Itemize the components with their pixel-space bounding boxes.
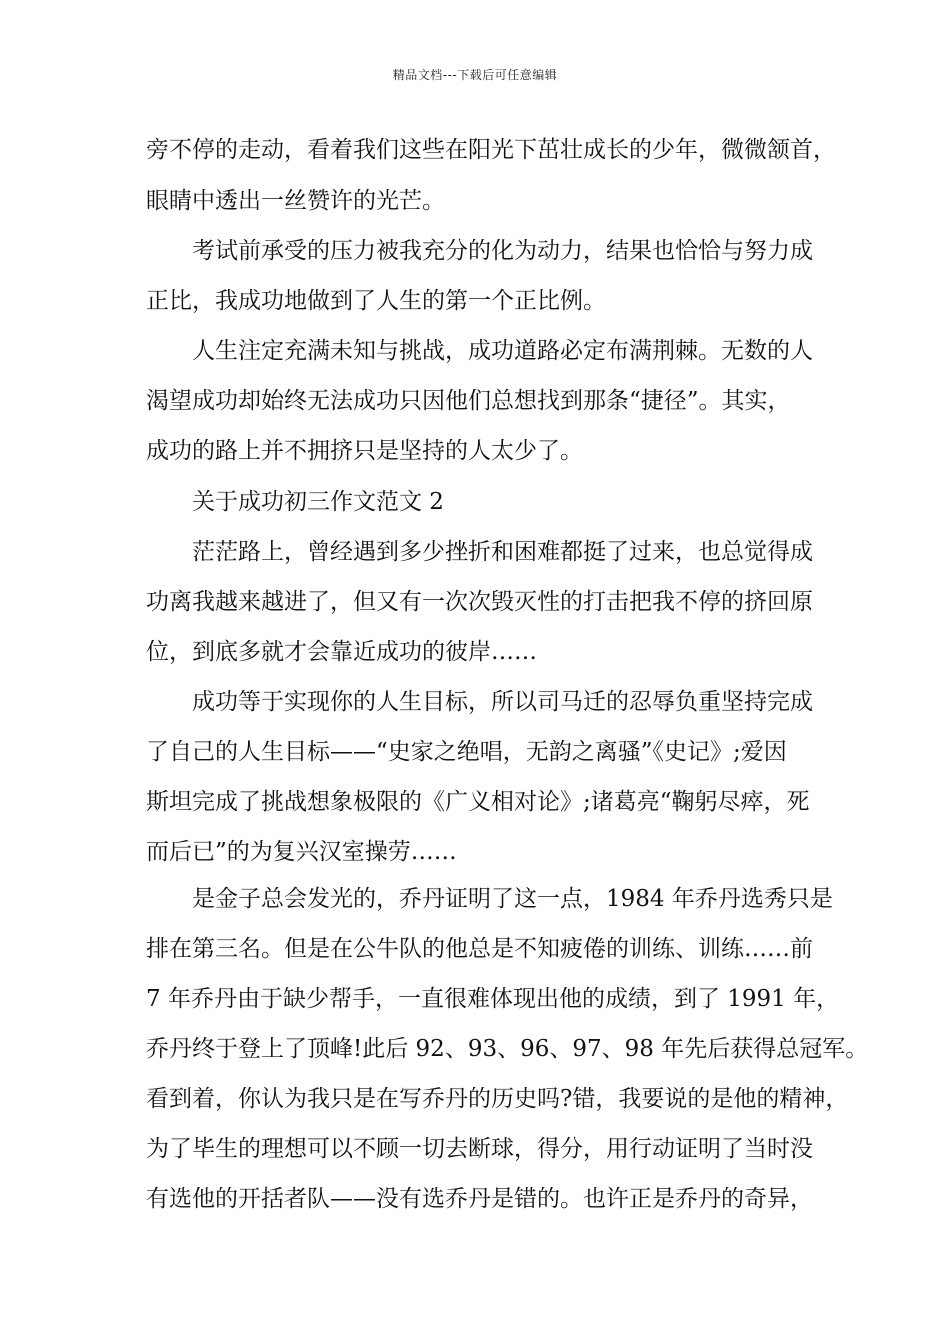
text-line: 成功的路上并不拥挤只是坚持的人太少了。 — [146, 438, 583, 464]
text-line: 而后已”的为复兴汉室操劳…… — [146, 839, 457, 865]
text-line: 乔丹终于登上了顶峰!此后 92、93、96、97、98 年先后获得总冠军。 — [146, 1036, 869, 1062]
text-line: 了自己的人生目标——“史家之绝唱，无韵之离骚”《史记》;爱因 — [146, 739, 787, 765]
text-line: 正比，我成功地做到了人生的第一个正比例。 — [146, 288, 606, 314]
text-line: 有选他的开括者队——没有选乔丹是错的。也许正是乔丹的奇异， — [146, 1186, 813, 1212]
section-title: 关于成功初三作文范文 2 — [192, 489, 444, 515]
text-line: 渴望成功却始终无法成功只因他们总想找到那条“捷径”。其实， — [146, 388, 791, 414]
text-line: 人生注定充满未知与挑战，成功道路必定布满荆棘。无数的人 — [192, 338, 813, 364]
text-line: 是金子总会发光的，乔丹证明了这一点，1984 年乔丹选秀只是 — [192, 886, 833, 912]
text-line: 考试前承受的压力被我充分的化为动力，结果也恰恰与努力成 — [192, 238, 813, 264]
text-line: 茫茫路上，曾经遇到多少挫折和困难都挺了过来，也总觉得成 — [192, 539, 813, 565]
text-line: 功离我越来越进了，但又有一次次毁灭性的打击把我不停的挤回原 — [146, 589, 813, 615]
text-line: 为了毕生的理想可以不顾一切去断球，得分，用行动证明了当时没 — [146, 1136, 813, 1162]
text-line: 7 年乔丹由于缺少帮手，一直很难体现出他的成绩，到了 1991 年， — [146, 986, 840, 1012]
text-line: 斯坦完成了挑战想象极限的《广义相对论》;诸葛亮“鞠躬尽瘁，死 — [146, 789, 810, 815]
text-line: 位，到底多就才会靠近成功的彼岸…… — [146, 639, 537, 665]
text-line: 看到着，你认为我只是在写乔丹的历史吗?错，我要说的是他的精神， — [146, 1086, 849, 1112]
text-line: 旁不停的走动，看着我们这些在阳光下茁壮成长的少年，微微颔首， — [146, 137, 836, 163]
page-header: 精品文档---下载后可任意编辑 — [392, 68, 558, 82]
text-line: 眼睛中透出一丝赞许的光芒。 — [146, 188, 445, 214]
text-line: 排在第三名。但是在公牛队的他总是不知疲倦的训练、训练……前 — [146, 936, 813, 962]
text-line: 成功等于实现你的人生目标，所以司马迁的忍辱负重坚持完成 — [192, 689, 813, 715]
